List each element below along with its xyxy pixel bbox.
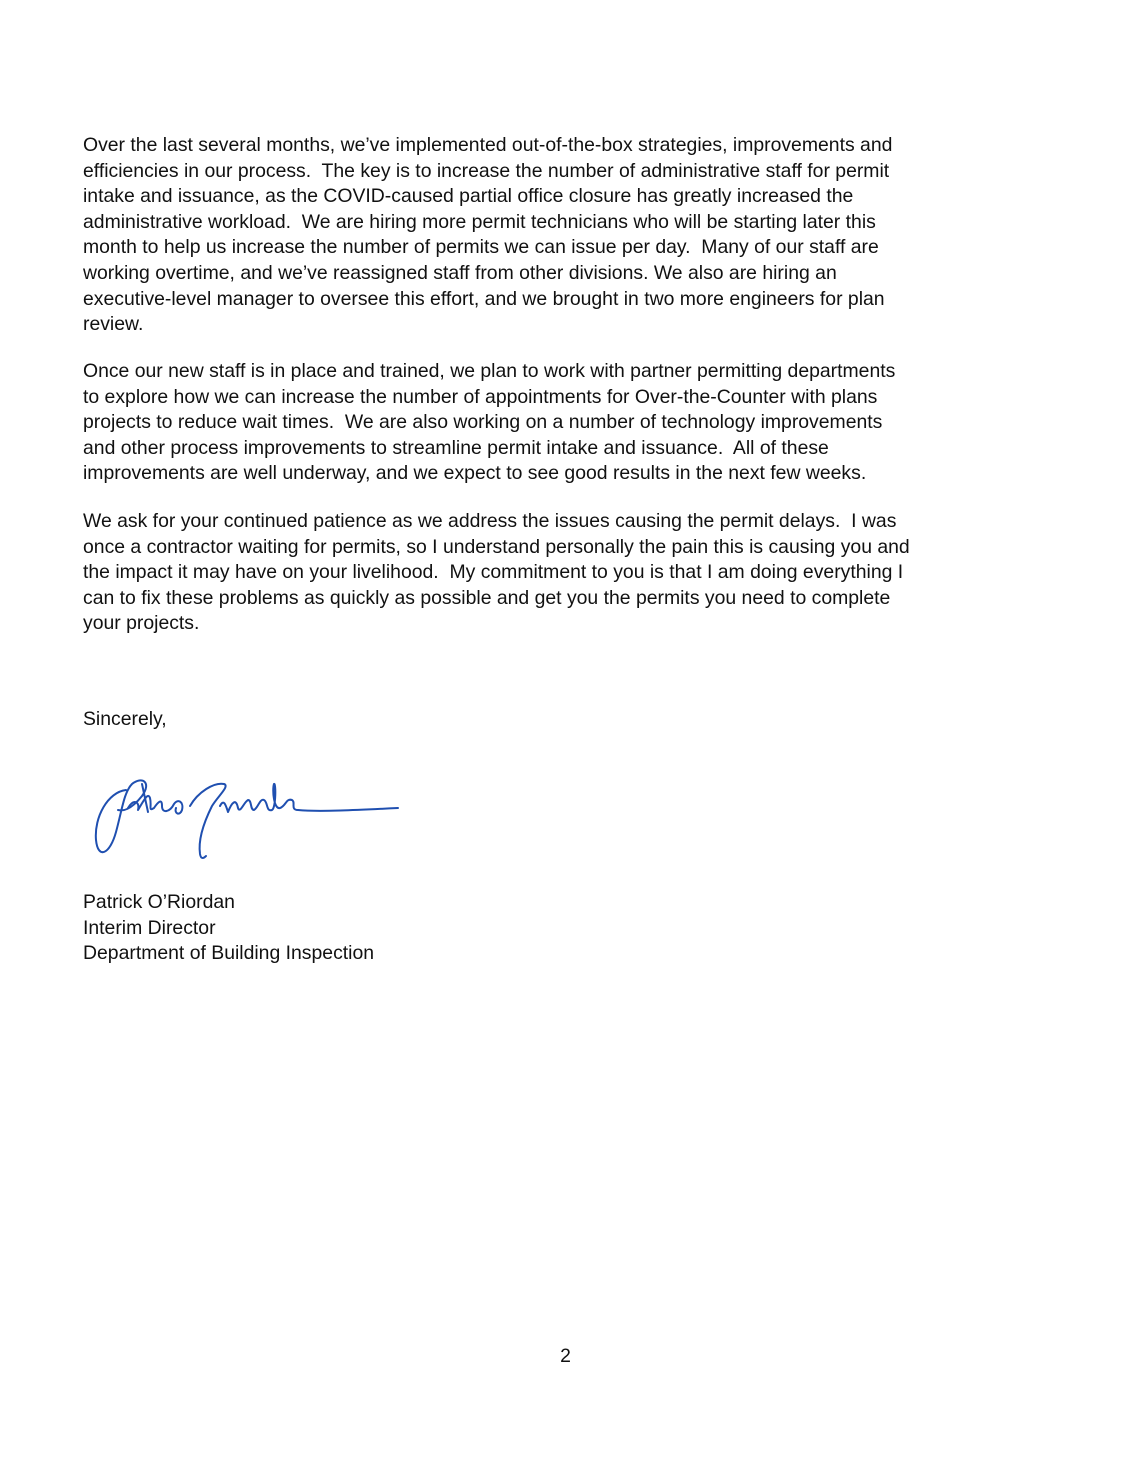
text-line: can to fix these problems as quickly as possible and get you the permits you need to complete bbox=[83, 586, 891, 609]
text-line: efficiencies in our process. The key is to increase the number of administrative staff for permit bbox=[83, 159, 890, 182]
text-line: your projects. bbox=[83, 612, 200, 635]
text-line: improvements are well underway, and we expect to see good results in the next few weeks. bbox=[83, 462, 867, 485]
text-line: executive-level manager to oversee this effort, and we brought in two more engineers for plan bbox=[83, 287, 885, 310]
handwritten-signature-icon bbox=[88, 762, 408, 868]
text-line: working overtime, and we’ve reassigned staff from other divisions. We also are hiring an bbox=[83, 261, 837, 284]
text-line: projects to reduce wait times. We are also working on a number of technology improvements bbox=[83, 411, 883, 434]
text-line: administrative workload. We are hiring more permit technicians who will be starting later this bbox=[83, 210, 876, 233]
text-line: intake and issuance, as the COVID-caused partial office closure has greatly increased the bbox=[83, 185, 854, 208]
text-line: to explore how we can increase the number of appointments for Over-the-Counter with plans bbox=[83, 385, 878, 408]
signer-name: Patrick O’Riordan bbox=[83, 891, 235, 913]
text-line: and other process improvements to streamline permit intake and issuance. All of these bbox=[83, 436, 829, 459]
text-line: month to help us increase the number of permits we can issue per day. Many of our staff are bbox=[83, 236, 879, 259]
body-paragraph-2 bbox=[83, 359, 1043, 487]
page-number: 2 bbox=[560, 1345, 571, 1367]
text-line: the impact it may have on your livelihood. My commitment to you is that I am doing everything I bbox=[83, 561, 904, 584]
text-line: once a contractor waiting for permits, so I understand personally the pain this is causing you and bbox=[83, 535, 910, 558]
text-line: review. bbox=[83, 313, 144, 336]
text-line: Over the last several months, we’ve implemented out-of-the-box strategies, improvements and bbox=[83, 134, 893, 156]
text-line: Once our new staff is in place and trained, we plan to work with partner permitting departments bbox=[83, 360, 896, 382]
body-paragraph-3 bbox=[83, 509, 1043, 637]
text-line: We ask for your continued patience as we address the issues causing the permit delays. I was bbox=[83, 510, 897, 532]
signer-title: Interim Director bbox=[83, 916, 216, 939]
signature-block bbox=[83, 890, 374, 967]
signer-department: Department of Building Inspection bbox=[83, 942, 375, 965]
closing-salutation: Sincerely, bbox=[83, 708, 167, 730]
body-paragraph-1 bbox=[83, 133, 1043, 338]
